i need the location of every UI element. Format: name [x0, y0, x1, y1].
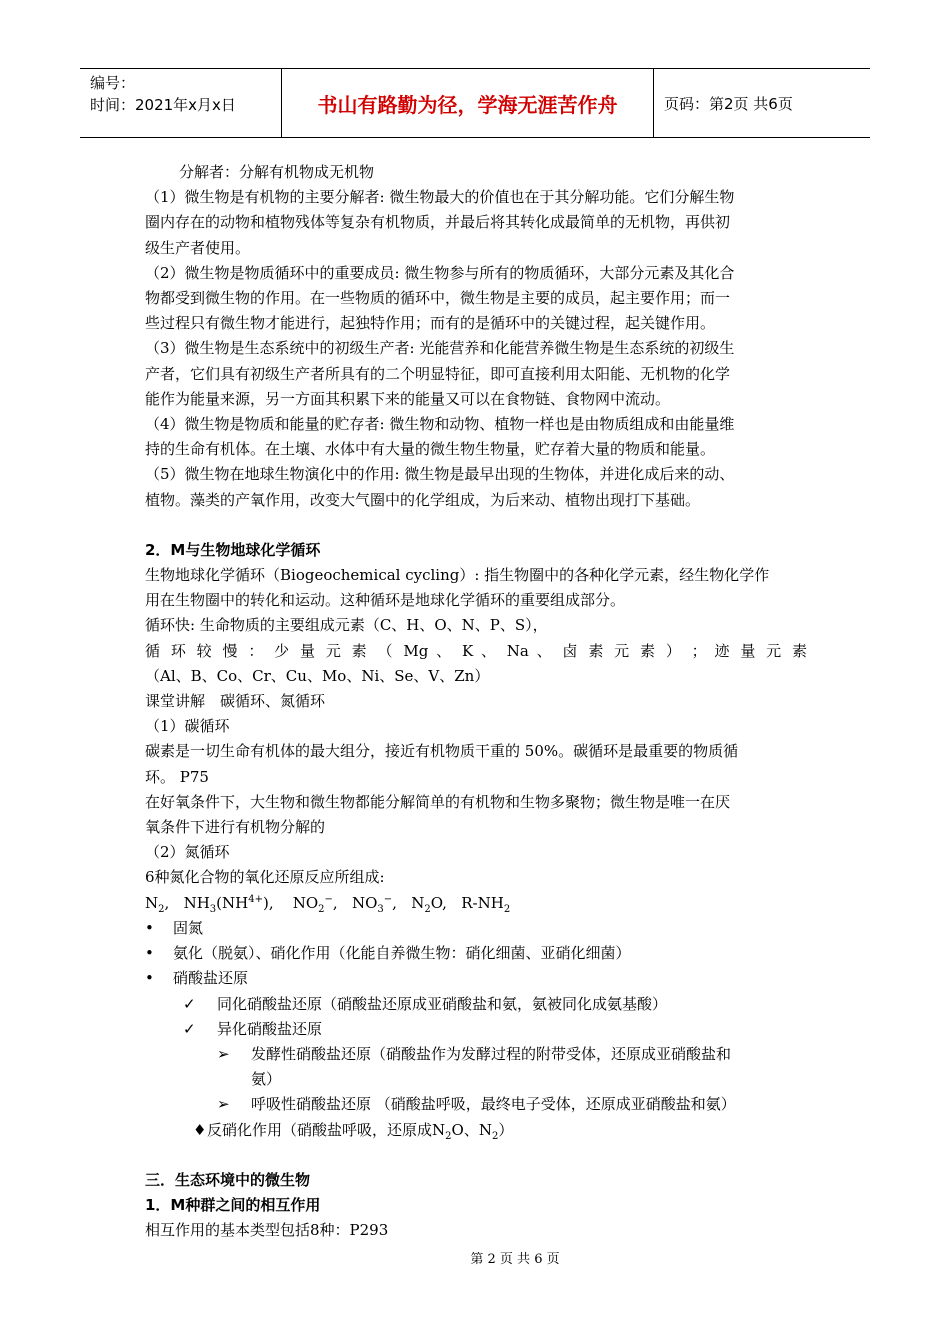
arrow-item: ➢ 呼吸性硝酸盐还原 （硝酸盐呼吸，最终电子受体，还原成亚硝酸盐和氨） [145, 1092, 807, 1117]
arrow-icon: ➢ [217, 1044, 230, 1063]
check-icon: ✓ [183, 994, 196, 1013]
paragraph-line: 在好氧条件下，大生物和微生物都能分解简单的有机物和生物多聚物；微生物是唯一在厌 [145, 792, 731, 811]
document-body [145, 160, 807, 1243]
paragraph-line: 圈内存在的动物和植物残体等复杂有机物质，并最后将其转化成最简单的无机物，再供初 [145, 213, 731, 232]
bullet-item: • 硝酸盐还原 [145, 966, 807, 991]
header-page-label: 页码：第2页 共6页 [664, 94, 793, 113]
subsection-title: （2）氮循环 [145, 843, 230, 862]
document-time-label: 时间：2021年x月x日 [90, 96, 236, 114]
paragraph-line: （Al、B、Co、Cr、Cu、Mo、Ni、Se、V、Zn） [145, 666, 490, 685]
bullet-item: • 固氮 [145, 916, 807, 941]
paragraph-line: 级生产者使用。 [145, 238, 251, 257]
arrow-icon: ➢ [217, 1095, 230, 1114]
paragraph-line: 循 环 较 慢 ： 少 量 元 素 （ Mg 、 K 、 Na 、 卤 素 元 素 ） ； 迹 量 元 素 [145, 641, 807, 660]
paragraph-line: 物都受到微生物的作用。在一些物质的循环中，微生物是主要的成员，起主要作用；而一 [145, 289, 731, 308]
paragraph-line: 环。 P75 [145, 767, 209, 786]
check-icon: ✓ [183, 1019, 196, 1038]
section-heading: 1．M种群之间的相互作用 [145, 1195, 321, 1214]
page-footer: 第 2 页 共 6 页 [470, 1252, 560, 1267]
paragraph-line: （3）微生物是生态系统中的初级生产者: 光能营养和化能营养微生物是生态系统的初级生 [145, 339, 735, 358]
header-meta [80, 69, 282, 137]
document-number-label: 编号： [90, 74, 136, 92]
arrow-item: ➢ 发酵性硝酸盐还原（硝酸盐作为发酵过程的附带受体，还原成亚硝酸盐和 氨） [145, 1042, 807, 1092]
paragraph-line: 课堂讲解 碳循环、氮循环 [145, 692, 326, 711]
paragraph-line: （4）微生物是物质和能量的贮存者: 微生物和动物、植物一样也是由物质组成和由能量维 [145, 415, 735, 434]
nitrogen-compounds-line: $N_2$, $NH_3(NH^{4+})$, $NO_2^-$, $NO_3^-$, $N_2O$, $R-NH_2$ [145, 893, 511, 915]
diamond-icon: ♦ [193, 1120, 207, 1139]
page-header [80, 68, 870, 138]
diamond-item: ♦ 反硝化作用（硝酸盐呼吸，还原成$N_2O$、$N_2$） [145, 1118, 807, 1143]
paragraph-line: 循环快: 生命物质的主要组成元素（C、H、O、N、P、S）， [145, 616, 548, 635]
paragraph-line: （1）微生物是有机物的主要分解者: 微生物最大的价值也在于其分解功能。它们分解生物 [145, 188, 735, 207]
header-motto: 书山有路勤为径，学海无涯苦作舟 [282, 69, 654, 137]
paragraph-line: 植物。藻类的产氧作用，改变大气圈中的化学组成，为后来动、植物出现打下基础。 [145, 490, 701, 509]
paragraph-line: 持的生命有机体。在土壤、水体中有大量的微生物生物量，贮存着大量的物质和能量。 [145, 440, 716, 459]
paragraph-line: 些过程只有微生物才能进行，起独特作用；而有的是循环中的关键过程，起关键作用。 [145, 314, 716, 333]
subsection-title: （1）碳循环 [145, 717, 230, 736]
paragraph-line: （5）微生物在地球生物演化中的作用: 微生物是最早出现的生物体，并进化成后来的动、 [145, 465, 735, 484]
paragraph-line: 相互作用的基本类型包括8种：P293 [145, 1221, 389, 1240]
paragraph-line: （2）微生物是物质循环中的重要成员: 微生物参与所有的物质循环，大部分元素及其化合 [145, 263, 735, 282]
paragraph-line: 生物地球化学循环（Biogeochemical cycling）: 指生物圈中的各种化学元素，经生物化学作 [145, 566, 770, 585]
paragraph-line: 6种氮化合物的氧化还原反应所组成: [145, 868, 385, 887]
section-heading: 2．M与生物地球化学循环 [145, 540, 321, 559]
paragraph-line: 分解者：分解有机物成无机物 [179, 163, 375, 181]
paragraph-line: 碳素是一切生命有机体的最大组分，接近有机物质干重的 50%。碳循环是最重要的物质循 [145, 742, 739, 761]
check-item: ✓ 同化硝酸盐还原（硝酸盐还原成亚硝酸盐和氨，氨被同化成氨基酸） [145, 992, 807, 1017]
paragraph-line: 能作为能量来源，另一方面其积累下来的能量又可以在食物链、食物网中流动。 [145, 389, 671, 408]
paragraph-line: 用在生物圈中的转化和运动。这种循环是地球化学循环的重要组成部分。 [145, 591, 626, 610]
paragraph-line: 氧条件下进行有机物分解的 [145, 818, 326, 837]
paragraph-line: 产者，它们具有初级生产者所具有的二个明显特征，即可直接利用太阳能、无机物的化学 [145, 364, 731, 383]
check-item: ✓ 异化硝酸盐还原 [145, 1017, 807, 1042]
section-heading: 三．生态环境中的微生物 [145, 1170, 311, 1189]
bullet-item: • 氨化（脱氨）、硝化作用（化能自养微生物：硝化细菌、亚硝化细菌） [145, 941, 807, 966]
